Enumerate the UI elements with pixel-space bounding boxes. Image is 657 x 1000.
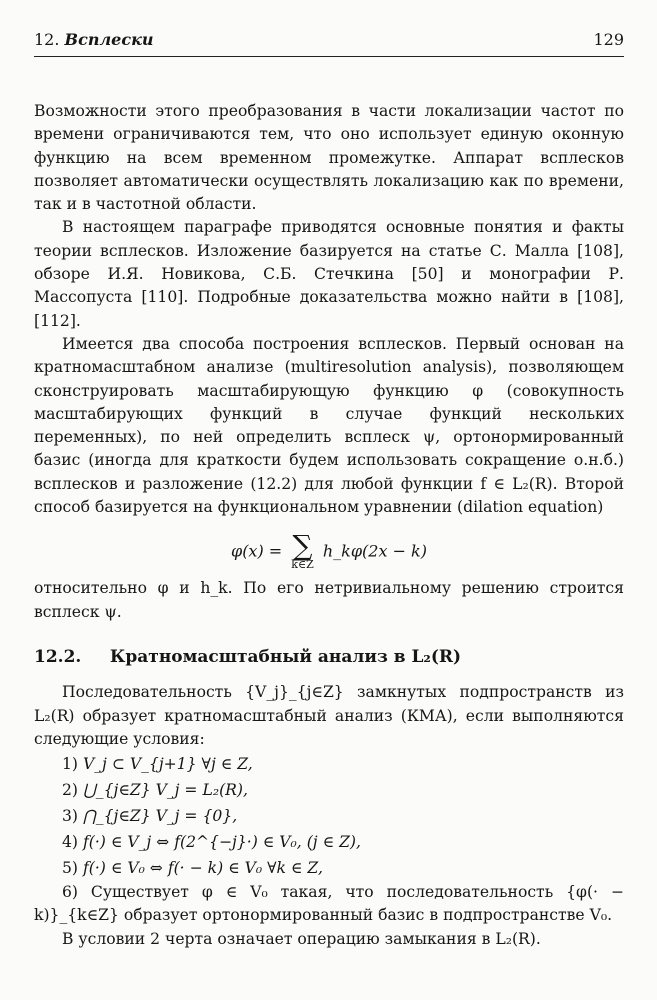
condition-text: ⋂_{j∈Z} V_j = {0}, [82, 807, 238, 826]
section-title: Кратномасштабный анализ в L₂(R) [109, 646, 462, 667]
page-body [34, 100, 624, 951]
condition-label: 1) [62, 755, 79, 774]
paragraph-1: Возможности этого преобразования в части локализации частот по времени ограничиваются тем, что оно использует единую оконную функцию на всем временном промежутке. Аппарат всплесков позволяет автоматически осуществлять локализацию как по времени, так и в частотной области. [34, 102, 624, 214]
condition-label: 2) [62, 781, 79, 800]
paragraph-7: В условии 2 черта означает операцию замыкания в L₂(R). [62, 929, 541, 948]
condition-text: ⋃_{j∈Z} V_j = L₂(R), [82, 781, 248, 800]
condition-text: V_j ⊂ V_{j+1} ∀j ∈ Z, [82, 755, 253, 774]
paragraph-5: Последовательность {V_j}_{j∈Z} замкнутых подпространств из L₂(R) образует кратномасштабный анализ (КМА), если выполняются следующие условия: [34, 683, 624, 748]
condition-text: f(·) ∈ V_j ⇔ f(2^{−j}·) ∈ V₀, (j ∈ Z), [82, 833, 361, 852]
chapter-number: 12. [34, 30, 60, 49]
condition-item [34, 751, 624, 777]
paragraph-6: 6) Существует φ ∈ V₀ такая, что последовательность {φ(· − k)}_{k∈Z} образует ортонормированный базис в подпространстве V₀. [34, 883, 624, 925]
paragraph-3: Имеется два способа построения всплесков. Первый основан на кратномасштабном анализе (multiresolution analysis), позволяющем сконструировать масштабирующую функцию φ (совокупность масштабирующих функций в случае функций нескольких переменных), по ней определить всплеск ψ, ортонормированный базис (иногда для краткости будем использовать сокращение о.н.б.) всплесков и разложение (12.2) для любой функции f ∈ L₂(R). Второй способ базируется на функциональном уравнении (dilation equation) [34, 334, 624, 517]
condition-item [34, 829, 624, 855]
sum-symbol: ∑ [292, 529, 313, 563]
paragraph-4: относительно φ и h_k. По его нетривиальному решению строится всплеск ψ. [34, 579, 624, 621]
chapter-title: Всплески [64, 30, 154, 49]
sum-index: k∈Z [291, 558, 314, 572]
equation-rhs: h_kφ(2x − k) [322, 541, 427, 561]
condition-label: 3) [62, 807, 79, 826]
dilation-equation [34, 529, 624, 572]
equation-lhs: φ(x) = [230, 541, 283, 561]
paragraph-2: В настоящем параграфе приводятся основные понятия и факты теории всплесков. Изложение базируется на статье С. Малла [108], обзоре И.Я. Новикова, С.Б. Стечкина [50] и монографии Р. Массопуста [110]. Подробные доказательства можно найти в [108], [112]. [34, 218, 624, 330]
section-heading [34, 646, 624, 669]
page-number: 129 [593, 30, 624, 49]
condition-item [34, 855, 624, 881]
condition-label: 5) [62, 859, 79, 878]
header-rule [34, 56, 624, 57]
condition-label: 4) [62, 833, 79, 852]
sum-operator [291, 529, 314, 572]
chapter-heading [34, 30, 154, 49]
section-number: 12.2. [34, 646, 82, 667]
condition-item [34, 777, 624, 803]
condition-text: f(·) ∈ V₀ ⇔ f(· − k) ∈ V₀ ∀k ∈ Z, [82, 859, 323, 878]
condition-item [34, 803, 624, 829]
conditions-list [34, 751, 624, 881]
running-header [34, 30, 624, 54]
